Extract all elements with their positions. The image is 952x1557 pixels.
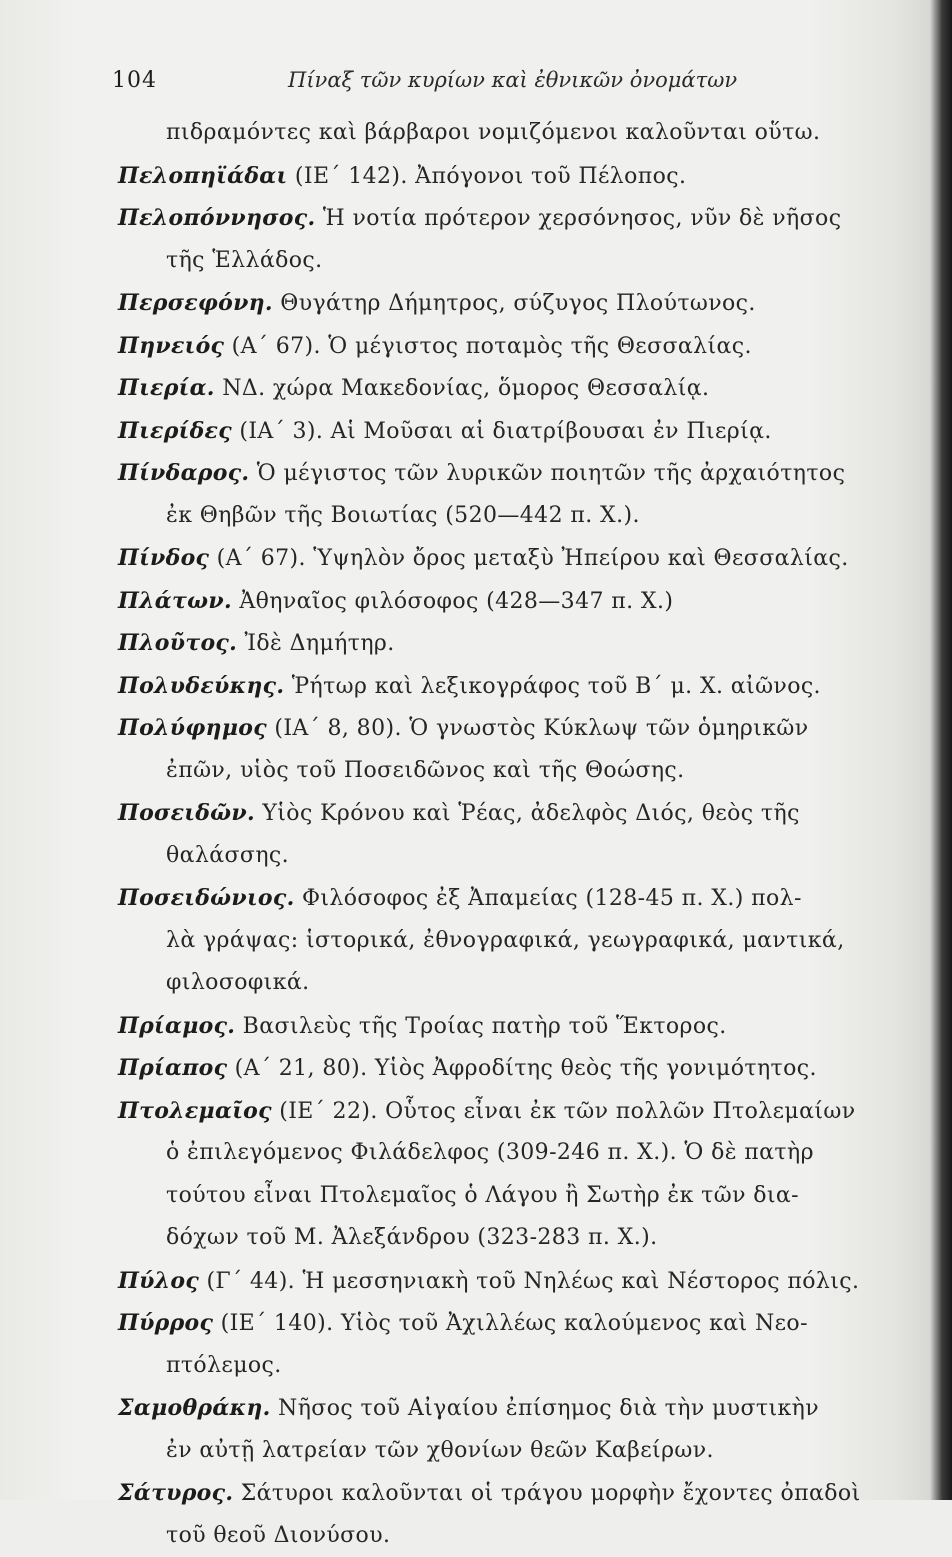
entry-continuation-line — [118, 1217, 918, 1260]
entry-headword: Πελοπόννησος. — [118, 205, 315, 231]
page-header — [112, 68, 812, 104]
entry-text: (ΙΕ΄ 22). Οὗτος εἶναι ἐκ τῶν πολλῶν Πτολεμαίων — [279, 1099, 855, 1124]
entry-continuation-line — [118, 962, 918, 1005]
entry-text: (Α΄ 67). Ὁ μέγιστος ποταμὸς τῆς Θεσσαλίας. — [232, 334, 752, 359]
entry-line — [118, 580, 918, 623]
entry-line — [118, 792, 918, 835]
entry-continuation-line — [118, 1430, 918, 1473]
entry-headword: Πολύφημος — [118, 715, 267, 741]
entry-headword: Πιερία. — [118, 375, 215, 401]
entry-headword: Πλάτων. — [118, 588, 232, 614]
entry-continuation-line — [118, 920, 918, 963]
entry-headword: Πίνδος — [118, 545, 209, 571]
entry-line — [118, 325, 918, 368]
entry-continuation-line — [118, 1515, 918, 1557]
entry-headword: Ποσειδώνιος. — [118, 885, 295, 911]
entry-text: Θυγάτηρ Δήμητρος, σύζυγος Πλούτωνος. — [280, 291, 756, 316]
entry-headword: Σάτυρος. — [118, 1480, 233, 1506]
entry-text: Ὁ μέγιστος τῶν λυρικῶν ποιητῶν τῆς ἀρχαιότητος — [257, 461, 846, 486]
entry-text: ἐκ Θηβῶν τῆς Βοιωτίας (520—442 π. Χ.). — [166, 503, 640, 528]
entry-text: δόχων τοῦ Μ. Ἀλεξάνδρου (323-283 π. Χ.). — [166, 1225, 657, 1250]
entry-line — [118, 155, 918, 198]
entry-text: φιλοσοφικά. — [166, 970, 310, 995]
entry-text: Ἰδὲ Δημήτηρ. — [245, 631, 395, 656]
entry-line — [118, 707, 918, 750]
entry-text: Σάτυροι καλοῦνται οἱ τράγου μορφὴν ἔχοντες ὀπαδοὶ — [241, 1481, 861, 1506]
entry-continuation-line — [118, 1132, 918, 1175]
entry-continuation-line — [118, 240, 918, 283]
entry-line — [118, 665, 918, 708]
entry-continuation-line — [118, 750, 918, 793]
entry-text: πτόλεμος. — [166, 1353, 282, 1378]
entry-line — [118, 197, 918, 240]
entry-continuation-line — [118, 1175, 918, 1218]
entry-headword: Πελοπηϊάδαι — [118, 163, 287, 189]
entry-text: (ΙΑ΄ 8, 80). Ὁ γνωστὸς Κύκλωψ τῶν ὁμηρικῶν — [274, 716, 808, 741]
entry-headword: Πύρρος — [118, 1310, 213, 1336]
entry-headword: Πρίαπος — [118, 1055, 227, 1081]
entry-continuation-line — [118, 495, 918, 538]
entry-text: (Α΄ 67). Ὑψηλὸν ὄρος μεταξὺ Ἠπείρου καὶ Θεσσαλίας. — [217, 546, 849, 571]
entry-text: (ΙΑ΄ 3). Αἱ Μοῦσαι αἱ διατρίβουσαι ἐν Πιερίᾳ. — [239, 419, 771, 444]
entry-continuation-line — [118, 112, 918, 155]
entry-headword: Πρίαμος. — [118, 1013, 235, 1039]
entry-text: (ΙΕ΄ 142). Ἀπόγονοι τοῦ Πέλοπος. — [295, 164, 686, 189]
entry-headword: Πύλος — [118, 1268, 199, 1294]
entry-headword: Ποσειδῶν. — [118, 800, 255, 826]
entry-line — [118, 1090, 918, 1133]
entry-line — [118, 282, 918, 325]
page-number: 104 — [112, 68, 157, 93]
entry-line — [118, 622, 918, 665]
entry-text: Υἱὸς Κρόνου καὶ Ῥέας, ἀδελφὸς Διός, θεὸς τῆς — [262, 801, 799, 826]
entry-text: Ἡ νοτία πρότερον χερσόνησος, νῦν δὲ νῆσος — [323, 206, 842, 231]
entry-text: ΝΔ. χώρα Μακεδονίας, ὅμορος Θεσσαλίᾳ. — [222, 376, 709, 401]
entry-line — [118, 1047, 918, 1090]
entry-line — [118, 877, 918, 920]
entry-text: ἐν αὐτῇ λατρείαν τῶν χθονίων θεῶν Καβείρων. — [166, 1438, 714, 1463]
entry-headword: Πλοῦτος. — [118, 630, 237, 656]
entry-line — [118, 1302, 918, 1345]
entry-text: (Γ΄ 44). Ἡ μεσσηνιακὴ τοῦ Νηλέως καὶ Νέστορος πόλις. — [206, 1269, 859, 1294]
entry-headword: Σαμοθράκη. — [118, 1395, 271, 1421]
entry-headword: Πτολεμαῖος — [118, 1098, 272, 1124]
entry-line — [118, 367, 918, 410]
entry-line — [118, 410, 918, 453]
entry-line — [118, 1472, 918, 1515]
entry-headword: Περσεφόνη. — [118, 290, 273, 316]
entry-continuation-line — [118, 1345, 918, 1388]
entry-text: πιδραμόντες καὶ βάρβαροι νομιζόμενοι καλοῦνται οὕτω. — [166, 120, 820, 145]
entry-text: Ῥήτωρ καὶ λεξικογράφος τοῦ Β΄ μ. Χ. αἰῶνος. — [292, 674, 821, 699]
entry-headword: Πιερίδες — [118, 418, 232, 444]
entry-line — [118, 1005, 918, 1048]
index-entries — [118, 112, 918, 1557]
running-title: Πίναξ τῶν κυρίων καὶ ἐθνικῶν ὀνομάτων — [288, 68, 737, 92]
entry-text: Νῆσος τοῦ Αἰγαίου ἐπίσημος διὰ τὴν μυστικὴν — [278, 1396, 819, 1421]
entry-text: τούτου εἶναι Πτολεμαῖος ὁ Λάγου ἢ Σωτὴρ ἐκ τῶν δια- — [166, 1183, 799, 1208]
entry-text: λὰ γράψας: ἱστορικά, ἐθνογραφικά, γεωγραφικά, μαντικά, — [166, 928, 845, 953]
entry-text: θαλάσσης. — [166, 843, 289, 868]
entry-text: Ἀθηναῖος φιλόσοφος (428—347 π. Χ.) — [239, 589, 673, 614]
entry-headword: Πίνδαρος. — [118, 460, 249, 486]
entry-text: ἐπῶν, υἱὸς τοῦ Ποσειδῶνος καὶ τῆς Θοώσης. — [166, 758, 685, 783]
entry-line — [118, 1260, 918, 1303]
entry-line — [118, 1387, 918, 1430]
entry-continuation-line — [118, 835, 918, 878]
entry-line — [118, 537, 918, 580]
entry-text: Βασιλεὺς τῆς Τροίας πατὴρ τοῦ Ἕκτορος. — [243, 1014, 727, 1039]
entry-text: Φιλόσοφος ἐξ Ἀπαμείας (128-45 π. Χ.) πολ- — [302, 886, 802, 911]
entry-text: (ΙΕ΄ 140). Υἱὸς τοῦ Ἀχιλλέως καλούμενος καὶ Νεο- — [221, 1311, 808, 1336]
entry-headword: Πολυδεύκης. — [118, 673, 284, 699]
page-edge-shadow — [930, 0, 952, 1500]
entry-line — [118, 452, 918, 495]
entry-text: (Α΄ 21, 80). Υἱὸς Ἀφροδίτης θεὸς τῆς γονιμότητος. — [235, 1056, 817, 1081]
entry-headword: Πηνειός — [118, 333, 224, 359]
entry-text: τοῦ θεοῦ Διονύσου. — [166, 1523, 390, 1548]
entry-text: τῆς Ἑλλάδος. — [166, 248, 323, 273]
entry-text: ὁ ἐπιλεγόμενος Φιλάδελφος (309-246 π. Χ.). Ὁ δὲ πατὴρ — [166, 1140, 814, 1165]
